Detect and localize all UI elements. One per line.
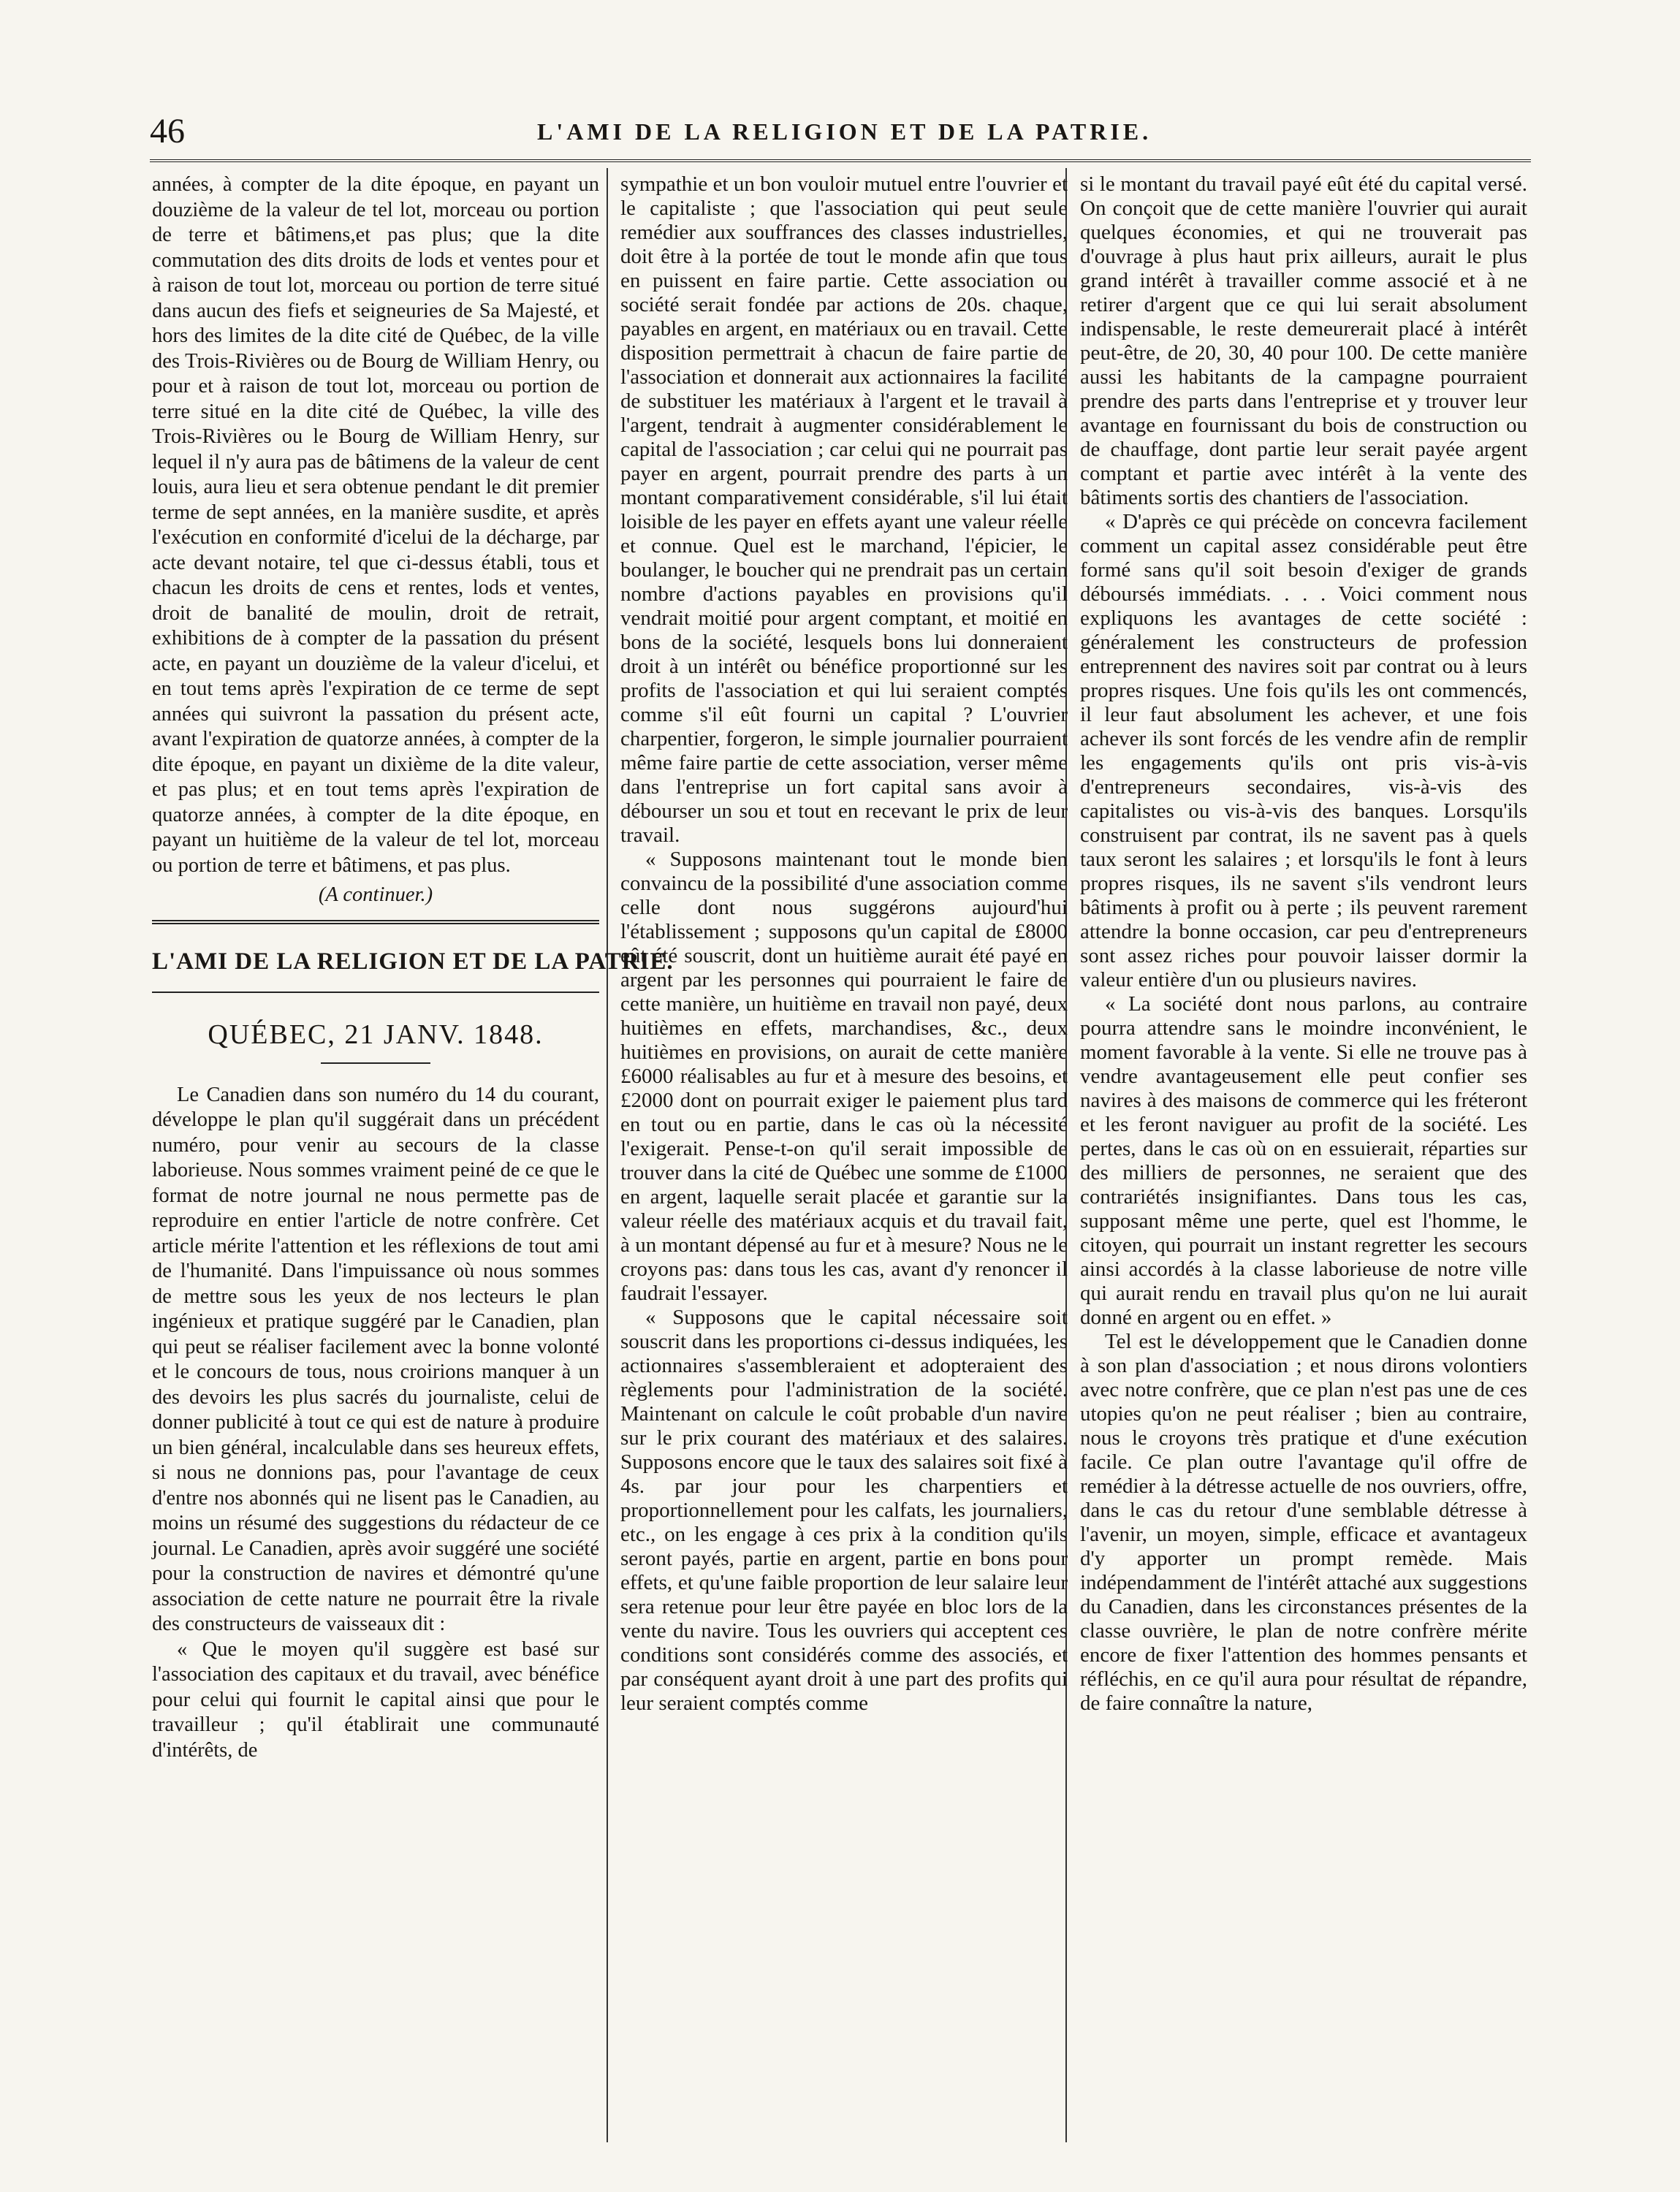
- page-number: 46: [150, 112, 185, 151]
- column-3: [1080, 172, 1527, 1716]
- continued-note: (A continuer.): [318, 883, 433, 906]
- column-2: [620, 172, 1068, 1716]
- quoted-paragraph: « Supposons que le capital nécessaire soit souscrit dans les proportions ci-dessus indiquées, les actionnaires s'assembleraient et adopteraient des règlements pour l'administration de la société. Maintenant on calcule le coût probable d'un navire sur le prix courant des matériaux et des salaires. Supposons encore que le taux des salaires soit fixé à 4s. par jour pour les charpentiers et proportionnellement pour les calfats, les journaliers, etc., on les engage à ces prix à la condition qu'ils seront payés, partie en argent, partie en bons pour effets, et qu'une faible proportion de leur salaire leur sera retenue pour leur être payée en bloc lors de la vente du navire. Tous les ouvriers qui acceptent ces conditions sont considérés comme des associés, et par conséquent ayant droit à une part des profits qui leur seraient comptés comme: [620, 1306, 1068, 1715]
- quoted-paragraph: sympathie et un bon vouloir mutuel entre l'ouvrier et le capitaliste ; que l'association qui peut seule remédier aux souffrances des classes industrielles, doit être à la portée de tout le monde afin que tous en puissent en faire partie. Cette association ou société serait fondée par actions de 20s. chaque, payables en argent, en matériaux ou en travail. Cette disposition permettrait à chacun de faire partie de l'association et donnerait aux actionnaires la facilité de substituer les matériaux à l'argent et le travail à l'argent, tendrait à augmenter considérablement le capital de l'association ; car celui qui ne pourrait pas payer en argent, pourrait prendre des parts à un montant comparativement considérable, s'il lui était loisible de les payer en effets ayant une valeur réelle et connue. Quel est le marchand, l'épicier, le boulanger, le boucher qui ne prendrait pas un certain nombre d'actions payables en provisions qu'il vendrait moitié pour argent comptant, et moitié en bons de la société, lesquels bons lui donneraient droit à un intérêt ou bénéfice proportionné sur les profits de l'association et qui lui seraient comptés comme s'il eût fourni un capital ? L'ouvrier charpentier, forgeron, le simple journalier pourraient même faire partie de cette association, verser même dans l'entreprise un fort capital sans avoir à débourser un sou et tout en recevant le prix de leur travail.: [620, 172, 1068, 847]
- masthead: L'AMI DE LA RELIGION ET DE LA PATRIE.: [152, 948, 674, 975]
- section-rule: [152, 920, 599, 924]
- running-title: L'AMI DE LA RELIGION ET DE LA PATRIE.: [537, 118, 1152, 145]
- dateline: QUÉBEC, 21 JANV. 1848.: [208, 1019, 544, 1050]
- quoted-paragraph: si le montant du travail payé eût été du capital versé. On conçoit que de cette manière l'ouvrier qui aurait quelques économies, et qui ne trouverait pas d'ouvrage à plus haut prix ailleurs, aurait le plus grand intérêt à travailler comme associé et à ne retirer d'argent que ce qui lui serait absolument indispensable, le reste demeurerait placé à intérêt peut-être, de 20, 30, 40 pour 100. De cette manière aussi les habitants de la campagne pourraient prendre des parts dans l'entreprise et y trouver leur avantage en fournissant du bois de construction ou de chauffage, dont partie leur serait payée argent comptant et partie avec intérêt à la vente des bâtiments sortis des chantiers de l'association.: [1080, 172, 1527, 509]
- column-1: [152, 172, 674, 1763]
- column-divider-1: [607, 168, 608, 2142]
- article-continuation: années, à compter de la dite époque, en payant un douzième de la valeur de tel lot, morceau ou portion de terre et bâtimens,et pas plus; que la dite commutation des dits droits de lods et ventes pour et à raison de tout lot, morceau ou portion de terre situé dans aucun des fiefs et seigneuries de Sa Majesté, et hors des limites de la dite cité de Québec, de la ville des Trois-Rivières ou de Bourg de William Henry, ou pour et à raison de tout lot, morceau ou portion de terre situé en la dite cité de Québec, la ville des Trois-Rivières ou le Bourg de William Henry, sur lequel il n'y aura pas de bâtimens de la valeur de cent louis, aura lieu et sera obtenue pendant le dit premier terme de sept années, en la manière susdite, et après l'exécution en conformité d'icelui de la décharge, par acte devant notaire, tel que ci-dessus établi, tous et chacun les droits de cens et rentes, lods et ventes, droit de banalité de moulin, droit de retrait, exhibitions de à compter de la passation du présent acte, en payant un douzième de la valeur d'icelui, et en tout tems après l'expiration de ce terme de sept années qui suivront la passation du présent acte, avant l'expiration de quatorze années, à compter de la dite époque, en payant un dixième de la dite valeur, et pas plus; et en tout tems après l'expiration de quatorze années, à compter de la dite époque, en payant un huitième de la valeur de tel lot, morceau ou portion de terre et bâtimens, et pas plus.: [152, 173, 599, 877]
- header-rule: [150, 159, 1531, 162]
- quoted-paragraph: « Que le moyen qu'il suggère est basé sur l'association des capitaux et du travail, avec bénéfice pour celui qui fournit le capital ainsi que pour le travailleur ; qu'il établirait une communauté d'intérêts, de: [152, 1637, 599, 1762]
- quoted-paragraph: « Supposons maintenant tout le monde bien convaincu de la possibilité d'une association comme celle dont nous suggérons aujourd'hui l'établissement ; supposons qu'un capital de £8000 eût été souscrit, dont un huitième aurait été payé en argent par les personnes qui pourraient le faire de cette manière, un huitième en travail non payé, deux huitièmes en effets, marchandises, &c., deux huitièmes en provisions, on aurait de cette manière £6000 réalisables au fur et à mesure des besoins, et £2000 dont on pourrait exiger le paiement plus tard en tout ou en partie, dans le cas où la nécessité l'exigerait. Pense-t-on qu'il serait impossible de trouver dans la cité de Québec une somme de £1000 en argent, laquelle serait placée et garantie sur la valeur réelle des matériaux acquis et du travail fait, à un montant dépensé au fur et à mesure? Nous ne le croyons pas: dans tous les cas, avant d'y renoncer il faudrait l'essayer.: [620, 848, 1068, 1305]
- editorial-paragraph: Tel est le développement que le Canadien donne à son plan d'association ; et nous dirons volontiers avec notre confrère, que ce plan n'est pas une de ces utopies qu'on ne peut réaliser ; bien au contraire, nous le croyons très pratique et d'une exécution facile. Ce plan outre l'avantage qu'il offre de remédier à la détresse actuelle de nos ouvriers, offre, dans le cas du retour d'une semblable détresse à l'avenir, un moyen, simple, efficace et avantageux d'y apporter un prompt remède. Mais indépendamment de l'intérêt attaché aux suggestions du Canadien, dans les circonstances présentes de la classe ouvrière, le plan de notre confrère mérite encore de fixer l'attention des hommes pensants et réfléchis, en ce qu'il aura pour résultat de répandre, de faire connaître la nature,: [1080, 1330, 1527, 1715]
- masthead-rule: [152, 992, 599, 993]
- page-header: [150, 110, 1531, 153]
- quoted-paragraph: « D'après ce qui précède on concevra facilement comment un capital assez considérable peut être formé sans qu'il soit besoin d'exiger de grands déboursés immédiats. . . . Voici comment nous expliquons les avantages de cette société : généralement les constructeurs de profession entreprennent des navires soit par contrat ou à leurs propres risques. Une fois qu'ils les ont commencés, il leur faut absolument les achever, et une fois achever ils sont forcés de les vendre afin de remplir les engagements qu'ils ont pris vis-à-vis d'entrepreneurs secondaires, vis-à-vis des capitalistes ou vis-à-vis des banques. Lorsqu'ils construisent par contrat, ils ne savent pas à quels taux seront les salaires ; et lorsqu'ils le font à leurs propres risques, ils ne savent s'ils vendront leurs bâtiments à profit ou à perte ; ils peuvent rarement attendre la bonne occasion, car peu d'entrepreneurs sont assez riches pour pouvoir laisser dormir la valeur entière d'un ou plusieurs navires.: [1080, 510, 1527, 992]
- dateline-rule: [321, 1062, 430, 1064]
- quoted-paragraph: « La société dont nous parlons, au contraire pourra attendre sans le moindre inconvénient, le moment favorable à la vente. Si elle ne trouve pas à vendre avantageusement elle peut confier ses navires à des maisons de commerce qui les fréteront et les feront naviguer au profit de la société. Les pertes, dans le cas où on en essuierait, réparties sur des milliers de personnes, ne seraient que des contrariétés insignifiantes. Dans tous les cas, supposant même une perte, quel est l'homme, le citoyen, qui pourrait un instant regretter les secours ainsi accordés à la classe laborieuse de notre ville qui aurait rendu en travail plus qu'on ne lui aurait donné en argent ou en effet. »: [1080, 992, 1527, 1329]
- editorial-paragraph: Le Canadien dans son numéro du 14 du courant, développe le plan qu'il suggérait dans un précédent numéro, pour venir au secours de la classe laborieuse. Nous sommes vraiment peiné de ce que le format de notre journal ne nous permette pas de reproduire en entier l'article de notre confrère. Cet article mérite l'attention et les réflexions de tout ami de l'humanité. Dans l'impuissance où nous sommes de mettre sous les yeux de nos lecteurs le plan ingénieux et pratique suggéré par le Canadien, plan qui peut se réaliser facilement avec la bonne volonté et le concours de tous, nous croirions manquer à un des devoirs les plus sacrés du journaliste, celui de donner publicité à tout ce qui est de nature à produire un bien général, incalculable dans ses heureux effets, si nous ne donnions pas, pour l'avantage de ceux d'entre nos abonnés qui ne lisent pas le Canadien, au moins un résumé des suggestions du rédacteur de ce journal. Le Canadien, après avoir suggéré une société pour la construction de navires et démontré qu'une association de cette nature ne pourrait être la rivale des constructeurs de vaisseaux dit :: [152, 1083, 599, 1635]
